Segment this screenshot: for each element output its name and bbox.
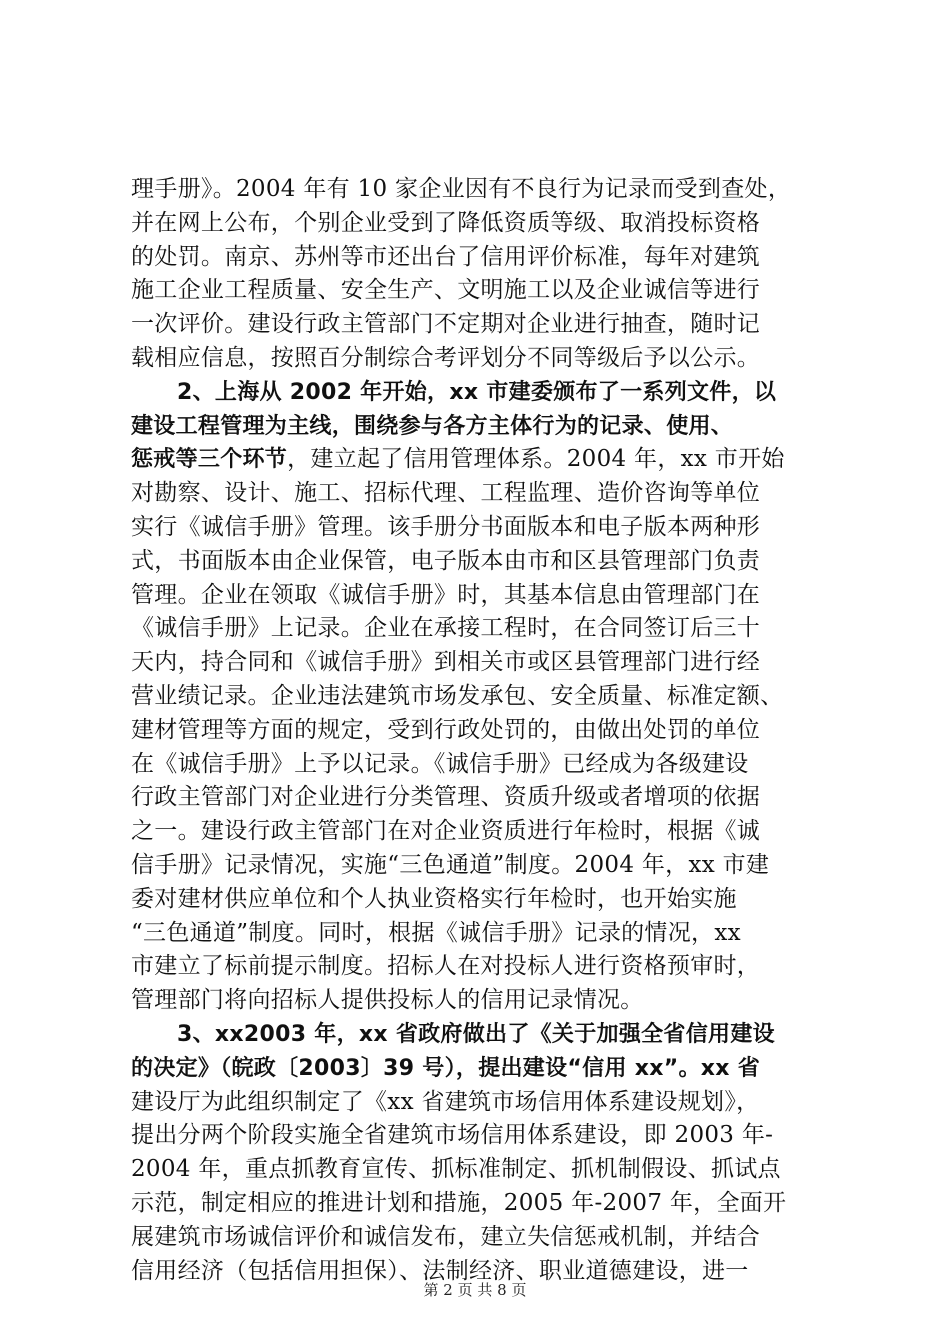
text-line — [131, 1052, 831, 1086]
text-line — [131, 1221, 831, 1255]
text-line — [131, 376, 831, 410]
text-line — [131, 883, 831, 917]
line-text: 在《诚信手册》上予以记录。《诚信手册》已经成为各级建设 — [131, 750, 749, 777]
text-line — [131, 477, 831, 511]
text-line — [131, 1018, 831, 1052]
bold-text: 建设工程管理为主线，围绕参与各方主体行为的记录、使用、 — [131, 413, 734, 439]
line-text: 行政主管部门对企业进行分类管理、资质升级或者增项的依据 — [131, 784, 761, 811]
text-line — [131, 849, 831, 883]
line-text: 委对建材供应单位和个人执业资格实行年检时，也开始实施 — [131, 885, 737, 912]
text-line — [131, 173, 831, 207]
text-line — [131, 1187, 831, 1221]
line-text: 建材管理等方面的规定，受到行政处罚的，由做出处罚的单位 — [131, 716, 761, 743]
line-text: 的处罚。南京、苏州等市还出台了信用评价标准，每年对建筑 — [131, 243, 761, 270]
line-text: 《诚信手册》上记录。企业在承接工程时，在合同签订后三十 — [131, 615, 761, 642]
text-line — [131, 680, 831, 714]
line-text: 示范，制定相应的推进计划和措施，2005 年-2007 年，全面开 — [131, 1189, 787, 1216]
line-text: 对勘察、设计、施工、招标代理、工程监理、造价咨询等单位 — [131, 480, 761, 507]
text-line — [131, 714, 831, 748]
line-text: 市建立了标前提示制度。招标人在对投标人进行资格预审时， — [131, 953, 761, 980]
line-text: 提出分两个阶段实施全省建筑市场信用体系建设，即 2003 年- — [131, 1122, 774, 1149]
line-text: 展建筑市场诚信评价和诚信发布，建立失信惩戒机制，并结合 — [131, 1223, 761, 1250]
text-line — [131, 308, 831, 342]
line-text: “三色通道”制度。同时，根据《诚信手册》记录的情况，xx — [131, 919, 741, 946]
line-text: 2004 年，重点抓教育宣传、抓标准制定、抓机制假设、抓试点 — [131, 1156, 781, 1183]
line-text: 管理部门将向招标人提供投标人的信用记录情况。 — [131, 987, 644, 1014]
bold-text: 2、上海从 2002 年开始，xx 市建委颁布了一系列文件，以 — [177, 379, 777, 405]
line-text: 一次评价。建设行政主管部门不定期对企业进行抽查，随时记 — [131, 311, 761, 338]
line-text: 建设厅为此组织制定了《xx 省建筑市场信用体系建设规划》， — [131, 1088, 760, 1115]
line-text: 天内，持合同和《诚信手册》到相关市或区县管理部门进行经 — [131, 649, 761, 676]
line-text: 式，书面版本由企业保管，电子版本由市和区县管理部门负责 — [131, 547, 761, 574]
page-footer: 第 2 页 共 8 页 — [423, 1281, 527, 1299]
text-line — [131, 781, 831, 815]
text-line — [131, 410, 831, 444]
text-line — [131, 1119, 831, 1153]
text-line — [131, 342, 831, 376]
bold-text: 惩戒等三个环节 — [131, 447, 288, 473]
line-text: ，建立起了信用管理体系。2004 年，xx 市开始 — [287, 446, 785, 473]
text-line — [131, 917, 831, 951]
text-line — [131, 241, 831, 275]
text-line — [131, 612, 831, 646]
line-text: 实行《诚信手册》管理。该手册分书面版本和电子版本两种形 — [131, 513, 761, 540]
line-text: 之一。建设行政主管部门在对企业资质进行年检时，根据《诚 — [131, 818, 761, 845]
line-text: 并在网上公布，个别企业受到了降低资质等级、取消投标资格 — [131, 209, 761, 236]
text-line — [131, 950, 831, 984]
text-line — [131, 815, 831, 849]
body-text — [131, 173, 831, 1288]
bold-text: 3、xx2003 年，xx 省政府做出了《关于加强全省信用建设 — [177, 1021, 775, 1047]
line-text: 理手册》。2004 年有 10 家企业因有不良行为记录而受到查处， — [131, 176, 792, 202]
text-line — [131, 646, 831, 680]
text-line — [131, 274, 831, 308]
text-line — [131, 545, 831, 579]
line-text: 信手册》记录情况，实施“三色通道”制度。2004 年，xx 市建 — [131, 851, 770, 878]
text-line — [131, 511, 831, 545]
text-line — [131, 443, 831, 477]
line-text: 信用经济（包括信用担保）、法制经济、职业道德建设，进一 — [131, 1257, 749, 1284]
text-line — [131, 984, 831, 1018]
text-line — [131, 579, 831, 613]
text-line — [131, 1153, 831, 1187]
line-text: 施工企业工程质量、安全生产、文明施工以及企业诚信等进行 — [131, 277, 761, 304]
bold-text: 的决定》（皖政〔2003〕39 号），提出建设“信用 xx”。xx 省 — [131, 1055, 761, 1081]
line-text: 营业绩记录。企业违法建筑市场发承包、安全质量、标准定额、 — [131, 682, 784, 709]
line-text: 载相应信息，按照百分制综合考评划分不同等级后予以公示。 — [131, 344, 761, 371]
text-line — [131, 748, 831, 782]
text-line — [131, 207, 831, 241]
line-text: 管理。企业在领取《诚信手册》时，其基本信息由管理部门在 — [131, 581, 761, 608]
text-line — [131, 1086, 831, 1120]
